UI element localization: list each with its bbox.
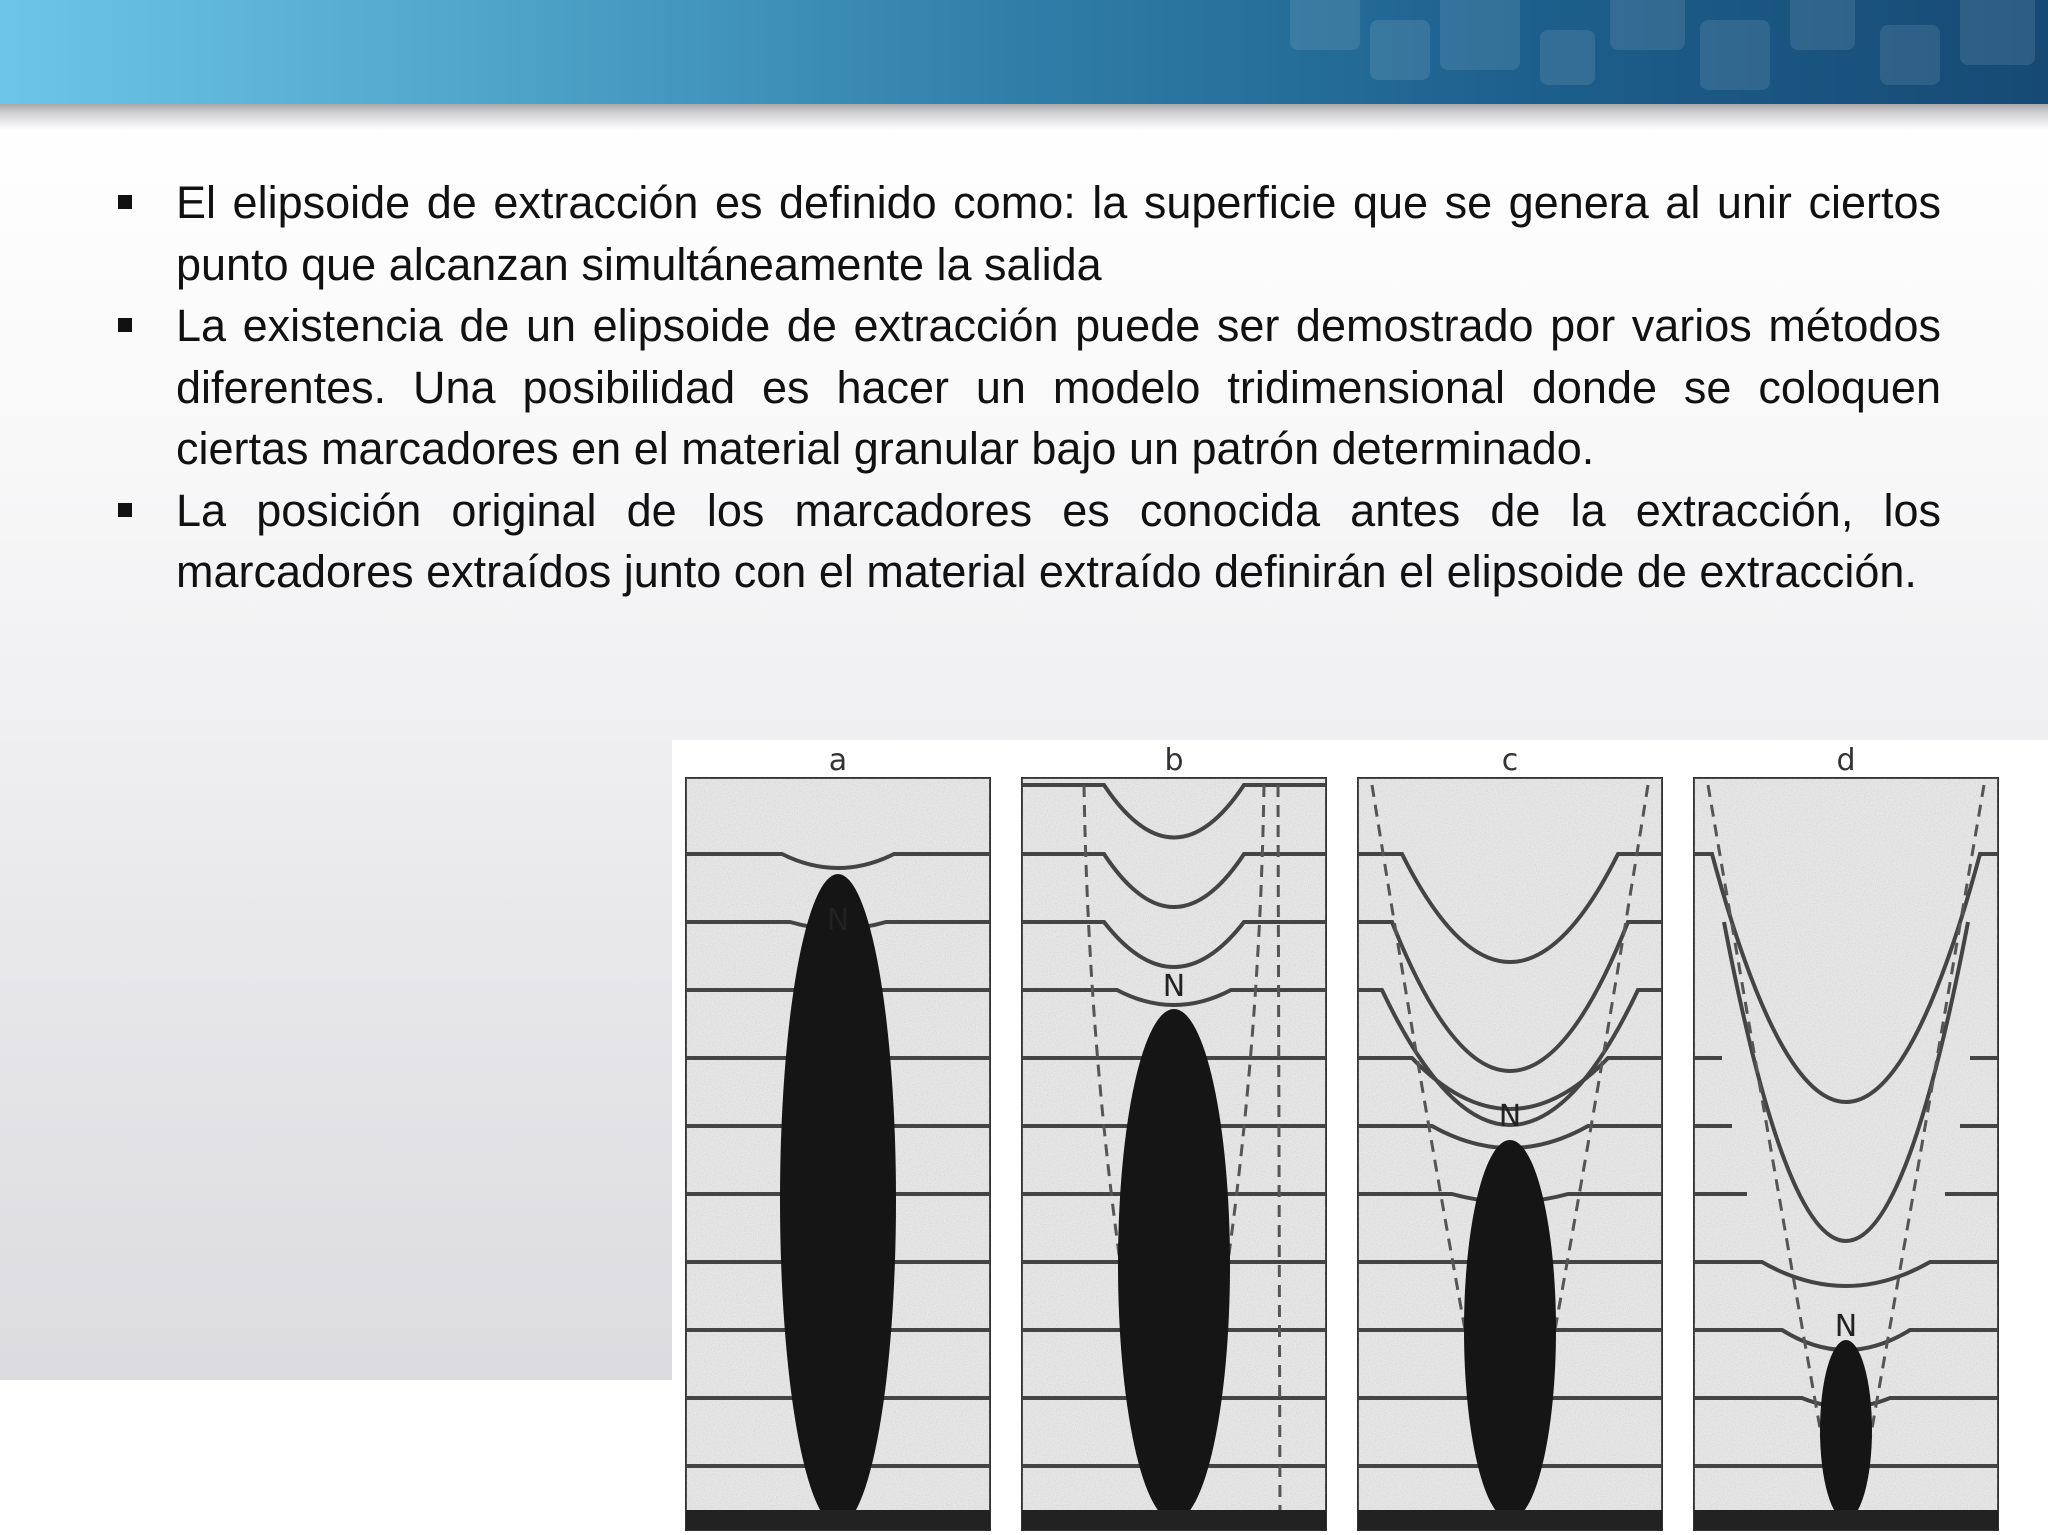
panel-d	[1694, 743, 1998, 1530]
panel-label: d	[1836, 743, 1856, 778]
panel-marker: N	[1498, 1099, 1522, 1134]
panel-label: a	[828, 743, 848, 778]
panel-label: c	[1501, 743, 1519, 778]
header-shadow	[0, 104, 2048, 130]
panel-marker: N	[1162, 969, 1186, 1004]
square-bullet-icon	[118, 318, 132, 332]
extraction-ellipsoid-figure	[672, 740, 2048, 1535]
bullet-list	[108, 172, 1941, 603]
panel-a	[686, 743, 990, 1530]
square-bullet-icon	[118, 195, 132, 209]
header-banner	[0, 0, 2048, 108]
figure-svg	[672, 740, 2048, 1535]
panel-c	[1358, 743, 1662, 1530]
panel-label: b	[1164, 743, 1184, 778]
bullet-item	[108, 295, 1941, 480]
panel-b	[1022, 743, 1326, 1530]
panel-marker: N	[826, 903, 850, 938]
bullet-text: El elipsoide de extracción es definido como: la superficie que se genera al unir ciertos punto que alcanzan simultáneamente la salida	[176, 177, 1941, 290]
bullet-item	[108, 480, 1941, 603]
square-bullet-icon	[118, 503, 132, 517]
panel-marker: N	[1834, 1309, 1858, 1344]
bullet-item	[108, 172, 1941, 295]
bullet-text: La existencia de un elipsoide de extracción puede ser demostrado por varios métodos diferentes. Una posibilidad es hacer un modelo tridimensional donde se coloquen ciertas marcadores en el material granular bajo un patrón determinado.	[176, 300, 1941, 474]
bullet-text: La posición original de los marcadores es conocida antes de la extracción, los marcadores extraídos junto con el material extraído definirán el elipsoide de extracción.	[176, 484, 1941, 597]
